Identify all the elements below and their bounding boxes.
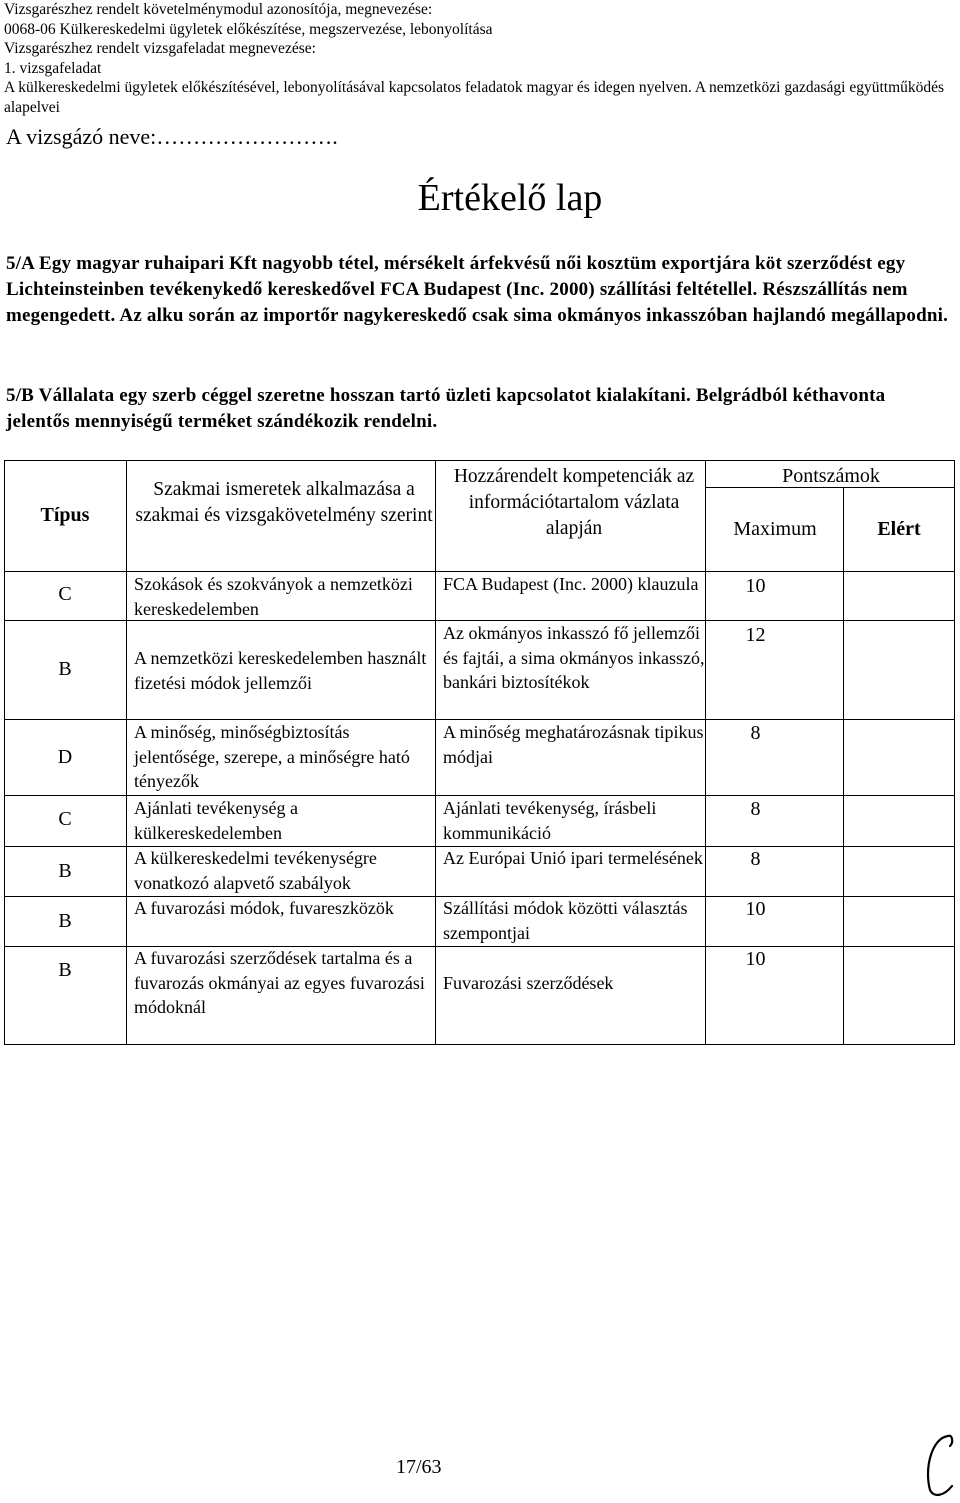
row-1-competence: FCA Budapest (Inc. 2000) klauzula [443, 574, 699, 594]
column-header-points: Pontszámok [782, 465, 880, 487]
signature-mark [918, 1428, 958, 1500]
row-6-skill: A fuvarozási módok, fuvareszközök [134, 898, 394, 918]
row-7-max-points: 10 [745, 948, 766, 970]
task-5a-text: 5/A Egy magyar ruhaipari Kft nagyobb tétel, mérsékelt árfekvésű női kosztüm exportjára köt szerződést egy Lichteinsteinben tevékenykedő kereskedővel FCA Budapest (Inc. 2000) szállítási feltétellel. Részszállítás nem megengedett. Az alku során az importőr nagykereskedő csak sima okmányos inkasszóban hajlandó megállapodni. [6, 253, 949, 326]
row-3-skill: A minőség, minőségbiztosítás jelentősége, szerepe, a minőségre ható tényezők [134, 722, 410, 791]
row-3-type: D [57, 746, 73, 768]
row-1-skill: Szokások és szokványok a nemzetközi kereskedelemben [134, 574, 413, 619]
column-header-achieved: Elért [877, 518, 921, 540]
row-2-type: B [58, 658, 72, 680]
row-5-skill: A külkereskedelmi tevékenységre vonatkozó alapvető szabályok [134, 848, 377, 893]
header-line-3: Vizsgarészhez rendelt vizsgafeladat megnevezése: [4, 40, 316, 57]
row-4-competence: Ajánlati tevékenység, írásbeli kommunikáció [443, 798, 657, 843]
row-7-type: B [58, 959, 72, 981]
row-7-skill: A fuvarozási szerződések tartalma és a fuvarozás okmányai az egyes fuvarozási módoknál [134, 948, 425, 1017]
row-2-skill: A nemzetközi kereskedelemben használt fizetési módok jellemzői [134, 648, 427, 693]
row-2-max-points: 12 [745, 624, 766, 646]
row-4-type: C [58, 808, 72, 830]
row-5-max-points: 8 [750, 848, 761, 870]
header-line-1: Vizsgarészhez rendelt követelménymodul azonosítója, megnevezése: [4, 1, 433, 18]
row-6-max-points: 10 [745, 898, 766, 920]
column-header-maximum: Maximum [733, 518, 817, 540]
row-3-competence: A minőség meghatározásnak tipikus módjai [443, 722, 704, 767]
column-header-skill: Szakmai ismeretek alkalmazása a szakmai és vizsgakövetelmény szerint [135, 479, 433, 526]
column-header-competence: Hozzárendelt kompetenciák az információtartalom vázlata alapján [453, 466, 695, 539]
header-line-4: 1. vizsgafeladat [4, 59, 102, 77]
row-4-max-points: 8 [750, 798, 761, 820]
row-7-competence: Fuvarozási szerződések [443, 973, 614, 993]
row-3-max-points: 8 [750, 722, 761, 744]
row-5-competence: Az Európai Unió ipari termelésének [443, 848, 703, 868]
header-line-5: A külkereskedelmi ügyletek előkészítésével, lebonyolításával kapcsolatos feladatok magyar és idegen nyelven. A nemzetközi gazdasági együttműködés alapelvei [4, 79, 945, 116]
header-line-2: 0068-06 Külkereskedelmi ügyletek előkészítése, megszervezése, lebonyolítása [4, 20, 493, 38]
row-4-skill: Ajánlati tevékenység a külkereskedelemben [134, 798, 298, 843]
document-header [4, 0, 954, 117]
page-number: 17/63 [396, 1456, 442, 1478]
row-1-max-points: 10 [745, 575, 766, 597]
row-6-competence: Szállítási módok közötti választás szempontjai [443, 898, 688, 943]
row-5-type: B [58, 860, 72, 882]
task-5b-text: 5/B Vállalata egy szerb céggel szeretne hosszan tartó üzleti kapcsolatot kialakítani. Belgrádból kéthavonta jelentős mennyiségű terméket szándékozik rendelni. [6, 385, 886, 432]
row-1-type: C [58, 583, 72, 605]
row-2-competence: Az okmányos inkasszó fő jellemzői és fajtái, a sima okmányos inkasszó, bankári biztosítékok [443, 623, 705, 692]
row-6-type: B [58, 910, 72, 932]
column-header-type: Típus [40, 504, 90, 526]
examinee-name-field: A vizsgázó neve:……………………. [6, 124, 338, 149]
page-title: Értékelő lap [417, 177, 603, 219]
